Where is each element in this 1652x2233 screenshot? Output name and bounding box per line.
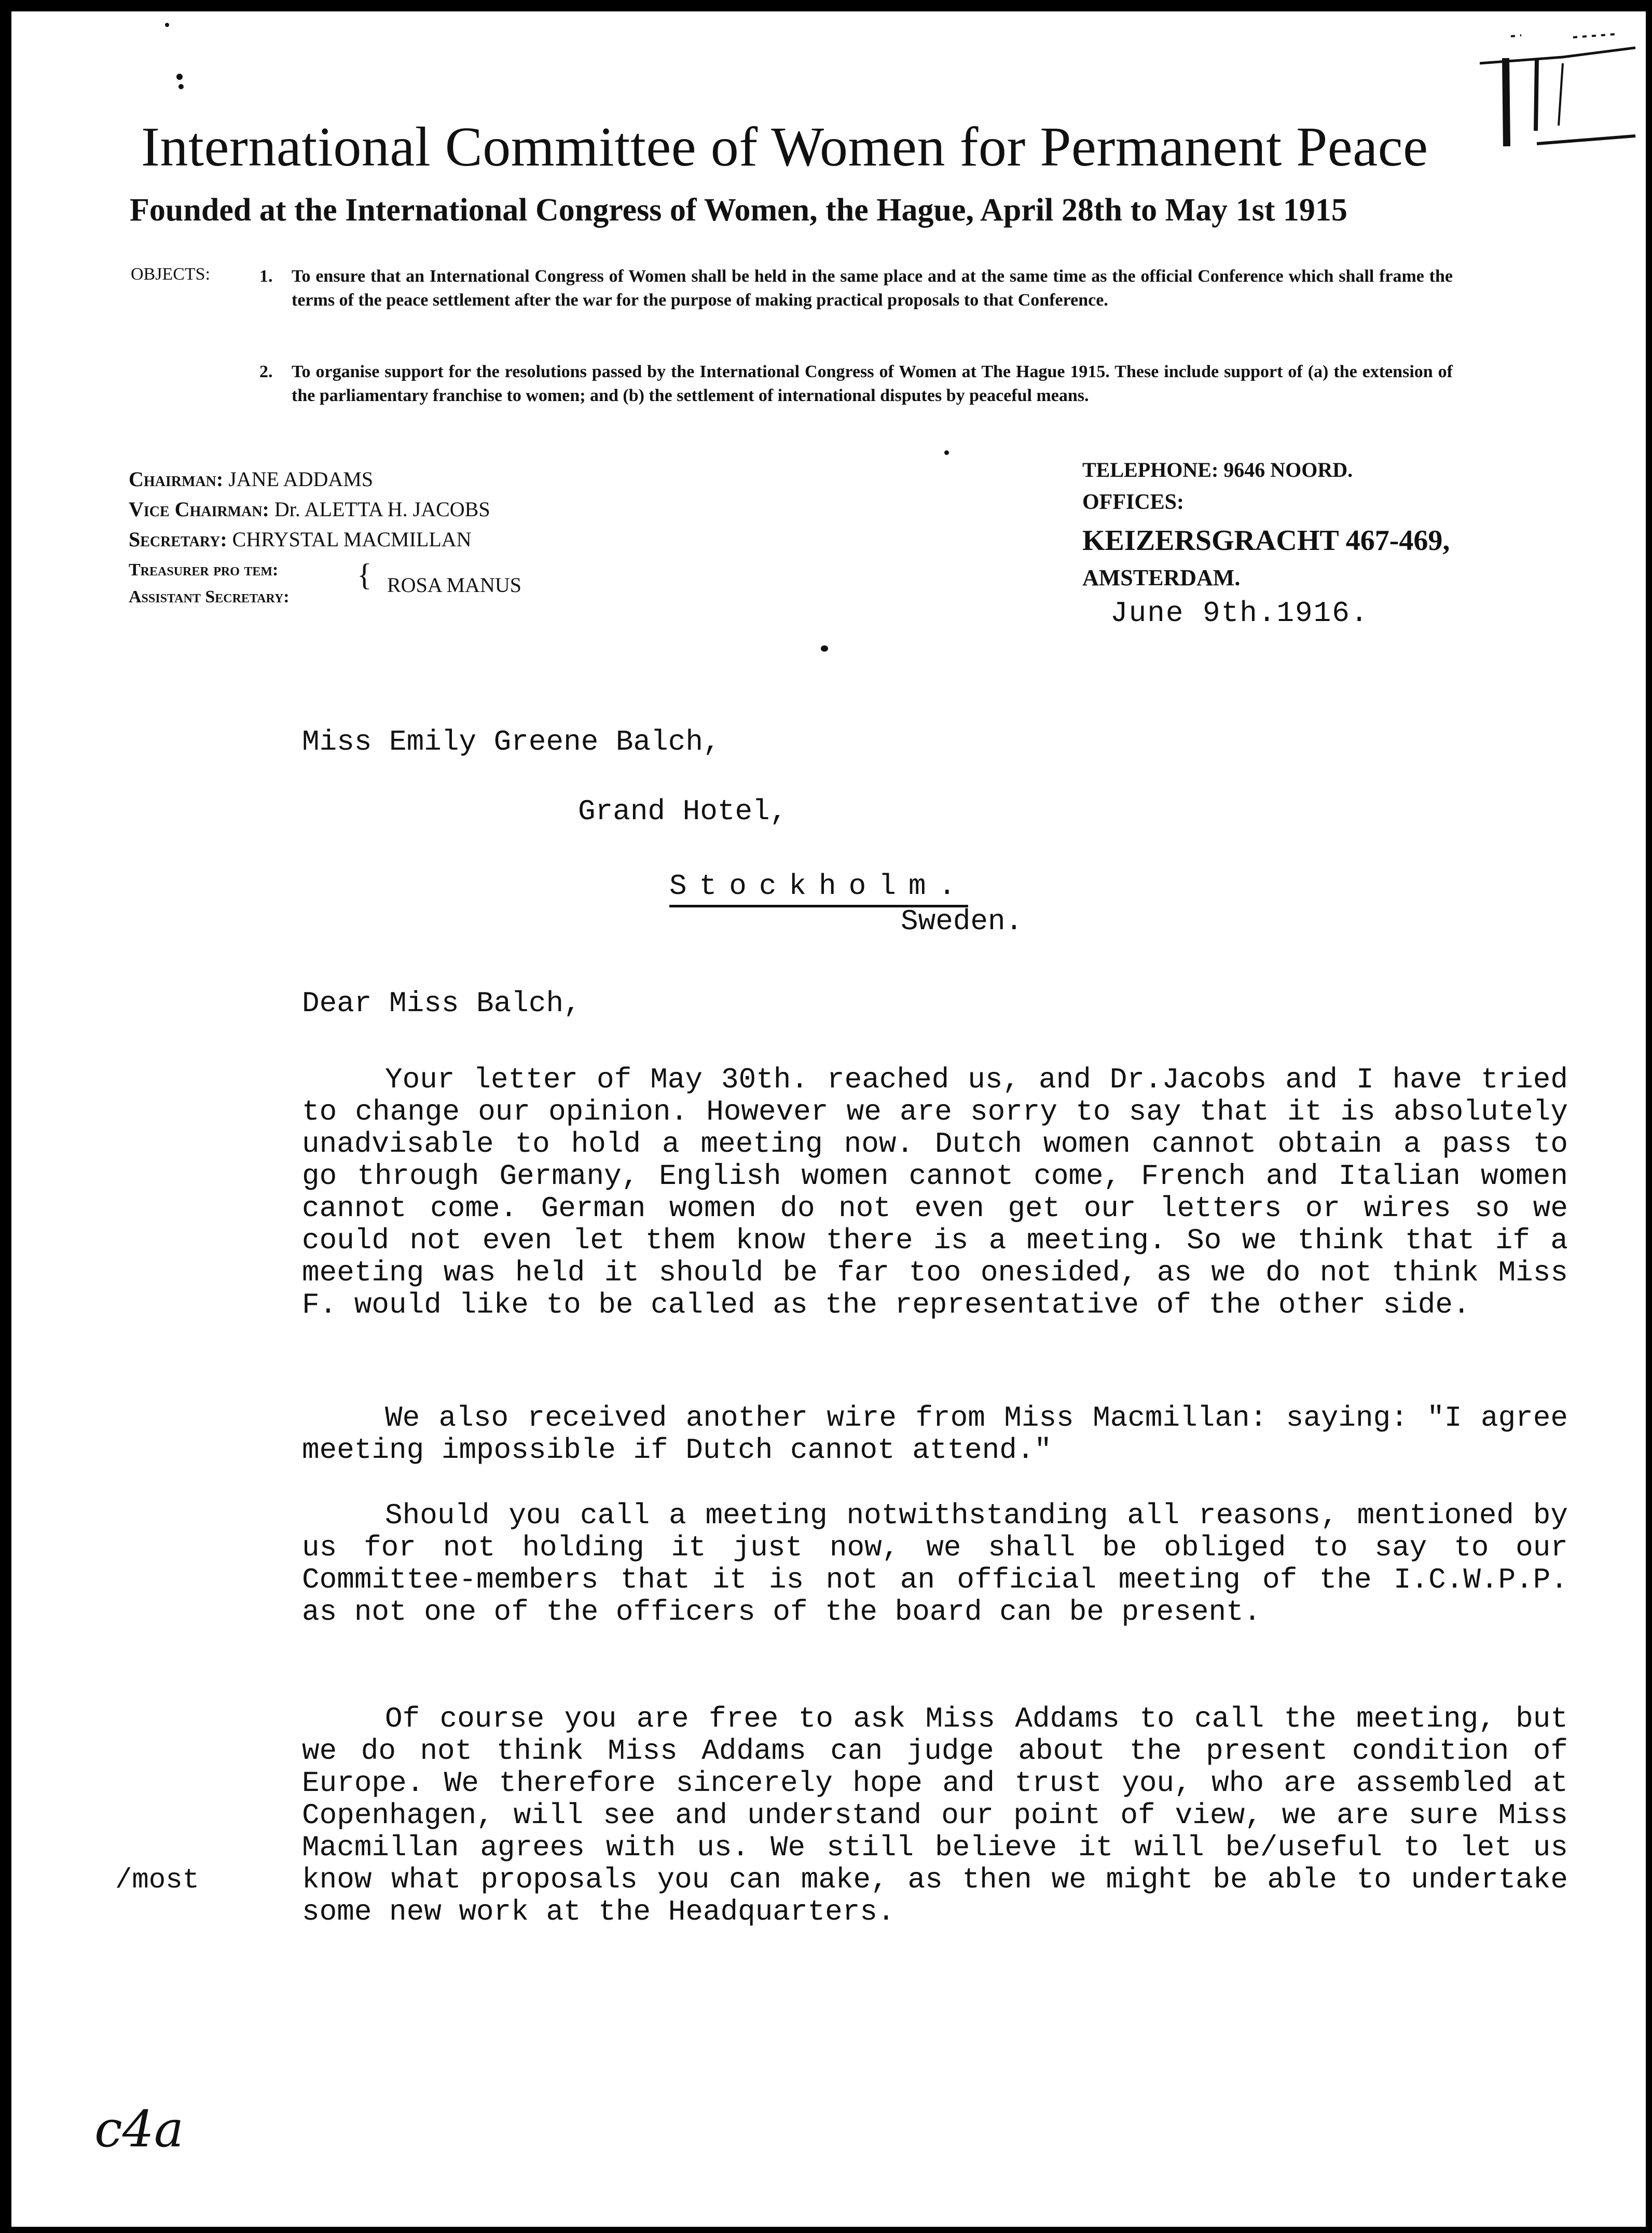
salutation: Dear Miss Balch, [302,987,581,1020]
officer-assistant-secretary [129,587,290,607]
officer-role: Vice Chairman: [129,498,269,521]
letterhead-title: International Committee of Women for Permanent Peace [141,116,1428,178]
letterhead-founded: Founded at the International Congress of Women, the Hague, April 28th to May 1st 1915 [130,192,1347,228]
officer-role: Chairman: [129,467,224,491]
objects-label: OBJECTS: [131,265,211,284]
body-paragraph [302,1064,1568,1321]
object-text: To ensure that an International Congress of Women shall be held in the same place and at the same time as the official Conference which shall frame the terms of the peace settlement after the war for the purpose of making practical proposals to that Conference. [292,267,1453,310]
paragraph-text: Of course you are free to ask Miss Addams to call the meeting, but we do not think Miss Addams can judge about the present condition of Europe. We therefore sincerely hope and trust you, who are assembled at Copenhagen, will see and understand our point of view, we are sure Miss Macmillan agrees with us. We still believe it will be/useful to let us know what proposals you can make, as then we might be able to undertake some new work at the Headquarters. [302,1702,1568,1928]
officer-role: Secretary: [129,528,227,551]
officer-name: JANE ADDAMS [228,467,374,491]
object-number: 2. [259,362,273,381]
handwritten-page-mark: c4a [94,2100,184,2158]
letter-date: June 9th.1916. [1110,597,1369,630]
recipient-city [669,870,968,903]
ink-speck [178,84,184,89]
officer-treasurer [129,560,278,580]
ink-speck [821,645,828,652]
paragraph-text: We also received another wire from Miss Macmillan: saying: "I agree meeting impossible if Dutch cannot attend." [302,1401,1568,1467]
brace-glyph: { [357,558,372,592]
body-paragraph [302,1703,1568,1928]
officer-role: Assistant Secretary: [129,587,290,607]
city-address: AMSTERDAM. [1082,565,1241,590]
recipient-name: Miss Emily Greene Balch, [302,725,721,759]
recipient-hotel: Grand Hotel, [578,795,788,828]
paragraph-text: Should you call a meeting notwithstanding all reasons, mentioned by us for not holding it just now, we shall be obliged to say to our Committee-members that it is not an official meeting of the I.C.W.P.P. as not one of the officers of the board can be present. [302,1499,1568,1629]
offices-label: OFFICES: [1082,490,1185,514]
officer-name: ROSA MANUS [387,573,521,597]
recipient-city-text: Stockholm. [669,870,968,907]
telephone: TELEPHONE: 9646 NOORD. [1082,458,1353,481]
handwritten-annotation-mark [1459,27,1646,151]
object-number: 1. [259,267,273,286]
officer-name: CHRYSTAL MACMILLAN [232,528,472,551]
officer-chairman [129,467,373,491]
street-address: KEIZERSGRACHT 467-469, [1082,525,1450,557]
officer-role: Treasurer pro tem: [129,560,279,580]
object-text: To organise support for the resolutions passed by the International Congress of Women at The Hague 1915. These include support of (a) the extension of the parliamentary franchise to women; and (b) the settlement of international disputes by peaceful means. [292,362,1453,405]
body-paragraph [302,1499,1568,1628]
officer-secretary [129,527,472,552]
recipient-country: Sweden. [901,905,1023,938]
ink-speck [944,450,949,455]
officer-vice-chairman [129,497,490,521]
officer-name: Dr. ALETTA H. JACOBS [274,498,490,521]
ink-speck [176,74,183,80]
ink-speck [165,23,169,27]
body-paragraph [302,1402,1568,1466]
letter-page [11,11,1646,2227]
paragraph-text: Your letter of May 30th. reached us, and Dr.Jacobs and I have tried to change our opinion. However we are sorry to say that it is absolutely unadvisable to hold a meeting now. Dutch women cannot obtain a pass to go through Germany, English women cannot come, French and Italian women cannot come. German women do not even get our letters or wires so we could not even let them know there is a meeting. So we think that if a meeting was held it should be far too onesided, as we do not think Miss F. would like to be called as the representative of the other side. [302,1063,1568,1321]
margin-correction-note: /most [115,1865,200,1896]
